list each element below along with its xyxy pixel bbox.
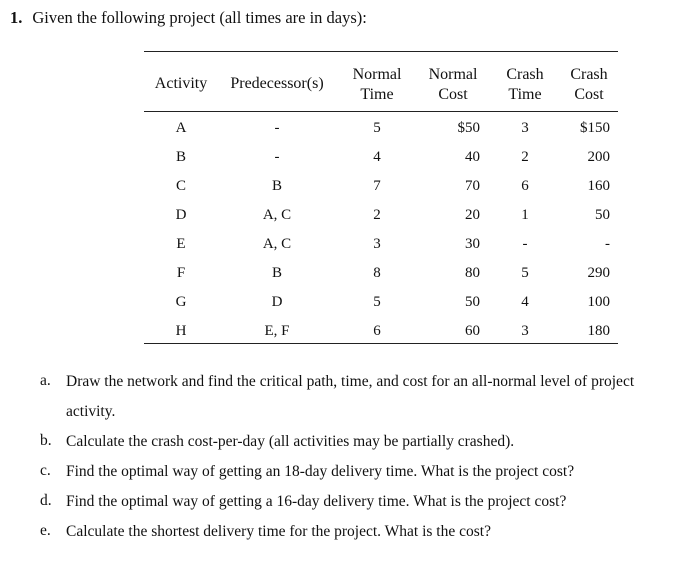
cell-predecessor: - (274, 149, 280, 165)
cell-crash-time: 3 (521, 323, 529, 339)
cell-normal-cost: 50 (465, 294, 480, 310)
cell-crash-cost: 290 (587, 265, 610, 281)
header-predecessor: Predecessor(s) (230, 75, 324, 92)
cell-activity: G (175, 294, 187, 310)
question-part (40, 492, 700, 512)
part-text-line: activity. (66, 403, 116, 420)
cell-predecessor: A, C (262, 207, 292, 223)
cell-activity: F (176, 265, 186, 281)
cell-normal-time: 5 (373, 120, 381, 136)
cell-activity: E (176, 236, 186, 252)
cell-crash-cost: 160 (587, 178, 610, 194)
cell-normal-cost: 60 (465, 323, 480, 339)
question-part (40, 372, 700, 422)
part-label: d. (40, 492, 52, 509)
question-heading (10, 8, 367, 28)
header-normal-time: Normal Time (352, 66, 402, 103)
cell-normal-cost: 80 (465, 265, 480, 281)
header-crash-cost: Crash Cost (570, 66, 608, 103)
header-normal-cost: Normal Cost (428, 66, 478, 103)
table-top-rule (144, 51, 618, 52)
cell-activity: A (175, 120, 187, 136)
cell-normal-time: 4 (373, 149, 381, 165)
cell-normal-cost: 70 (465, 178, 480, 194)
cell-normal-time: 3 (373, 236, 381, 252)
cell-crash-time: - (522, 236, 528, 252)
cell-normal-time: 2 (373, 207, 381, 223)
part-text-line: Calculate the shortest delivery time for the project. What is the cost? (66, 523, 491, 540)
question-part (40, 462, 700, 482)
part-text (66, 522, 700, 542)
table-bottom-rule (144, 343, 618, 344)
part-text-line: Draw the network and find the critical path, time, and cost for an all-normal level of project (66, 373, 635, 390)
cell-normal-cost: 20 (465, 207, 480, 223)
cell-predecessor: A, C (262, 236, 292, 252)
cell-normal-cost: 30 (465, 236, 480, 252)
part-text (66, 492, 700, 512)
part-label: b. (40, 432, 52, 449)
cell-crash-time: 6 (521, 178, 529, 194)
cell-predecessor: D (271, 294, 283, 310)
cell-crash-cost: 100 (587, 294, 610, 310)
question-part (40, 522, 700, 542)
question-number: 1. (10, 8, 23, 27)
cell-predecessor: B (271, 265, 282, 281)
question-part (40, 432, 700, 452)
cell-crash-time: 5 (521, 265, 529, 281)
cell-activity: D (175, 207, 187, 223)
question-text: Given the following project (all times are in days): (32, 8, 367, 27)
cell-normal-cost: $50 (457, 120, 480, 136)
cell-crash-cost: - (605, 236, 610, 252)
cell-crash-time: 3 (521, 120, 529, 136)
cell-crash-cost: 200 (587, 149, 610, 165)
cell-crash-cost: $150 (580, 120, 610, 136)
cell-predecessor: B (271, 178, 282, 194)
cell-normal-time: 8 (373, 265, 381, 281)
cell-crash-time: 2 (521, 149, 529, 165)
part-text (66, 462, 700, 482)
cell-normal-time: 5 (373, 294, 381, 310)
cell-activity: B (175, 149, 186, 165)
cell-activity: C (175, 178, 186, 194)
cell-crash-time: 1 (521, 207, 529, 223)
part-text-line: Find the optimal way of getting a 16-day delivery time. What is the project cost? (66, 493, 567, 510)
cell-crash-cost: 50 (595, 207, 610, 223)
part-label: a. (40, 372, 51, 389)
cell-normal-cost: 40 (465, 149, 480, 165)
cell-predecessor: E, F (264, 323, 290, 339)
cell-crash-cost: 180 (587, 323, 610, 339)
part-text (66, 372, 700, 422)
cell-crash-time: 4 (521, 294, 529, 310)
cell-predecessor: - (274, 120, 280, 136)
part-label: c. (40, 462, 51, 479)
cell-normal-time: 6 (373, 323, 381, 339)
header-activity: Activity (154, 75, 208, 92)
part-text-line: Calculate the crash cost-per-day (all activities may be partially crashed). (66, 433, 515, 450)
cell-activity: H (175, 323, 187, 339)
part-text-line: Find the optimal way of getting an 18-day delivery time. What is the project cost? (66, 463, 575, 480)
header-crash-time: Crash Time (506, 66, 544, 103)
table-header-rule (144, 111, 618, 112)
part-text (66, 432, 700, 452)
part-label: e. (40, 522, 51, 539)
cell-normal-time: 7 (373, 178, 381, 194)
